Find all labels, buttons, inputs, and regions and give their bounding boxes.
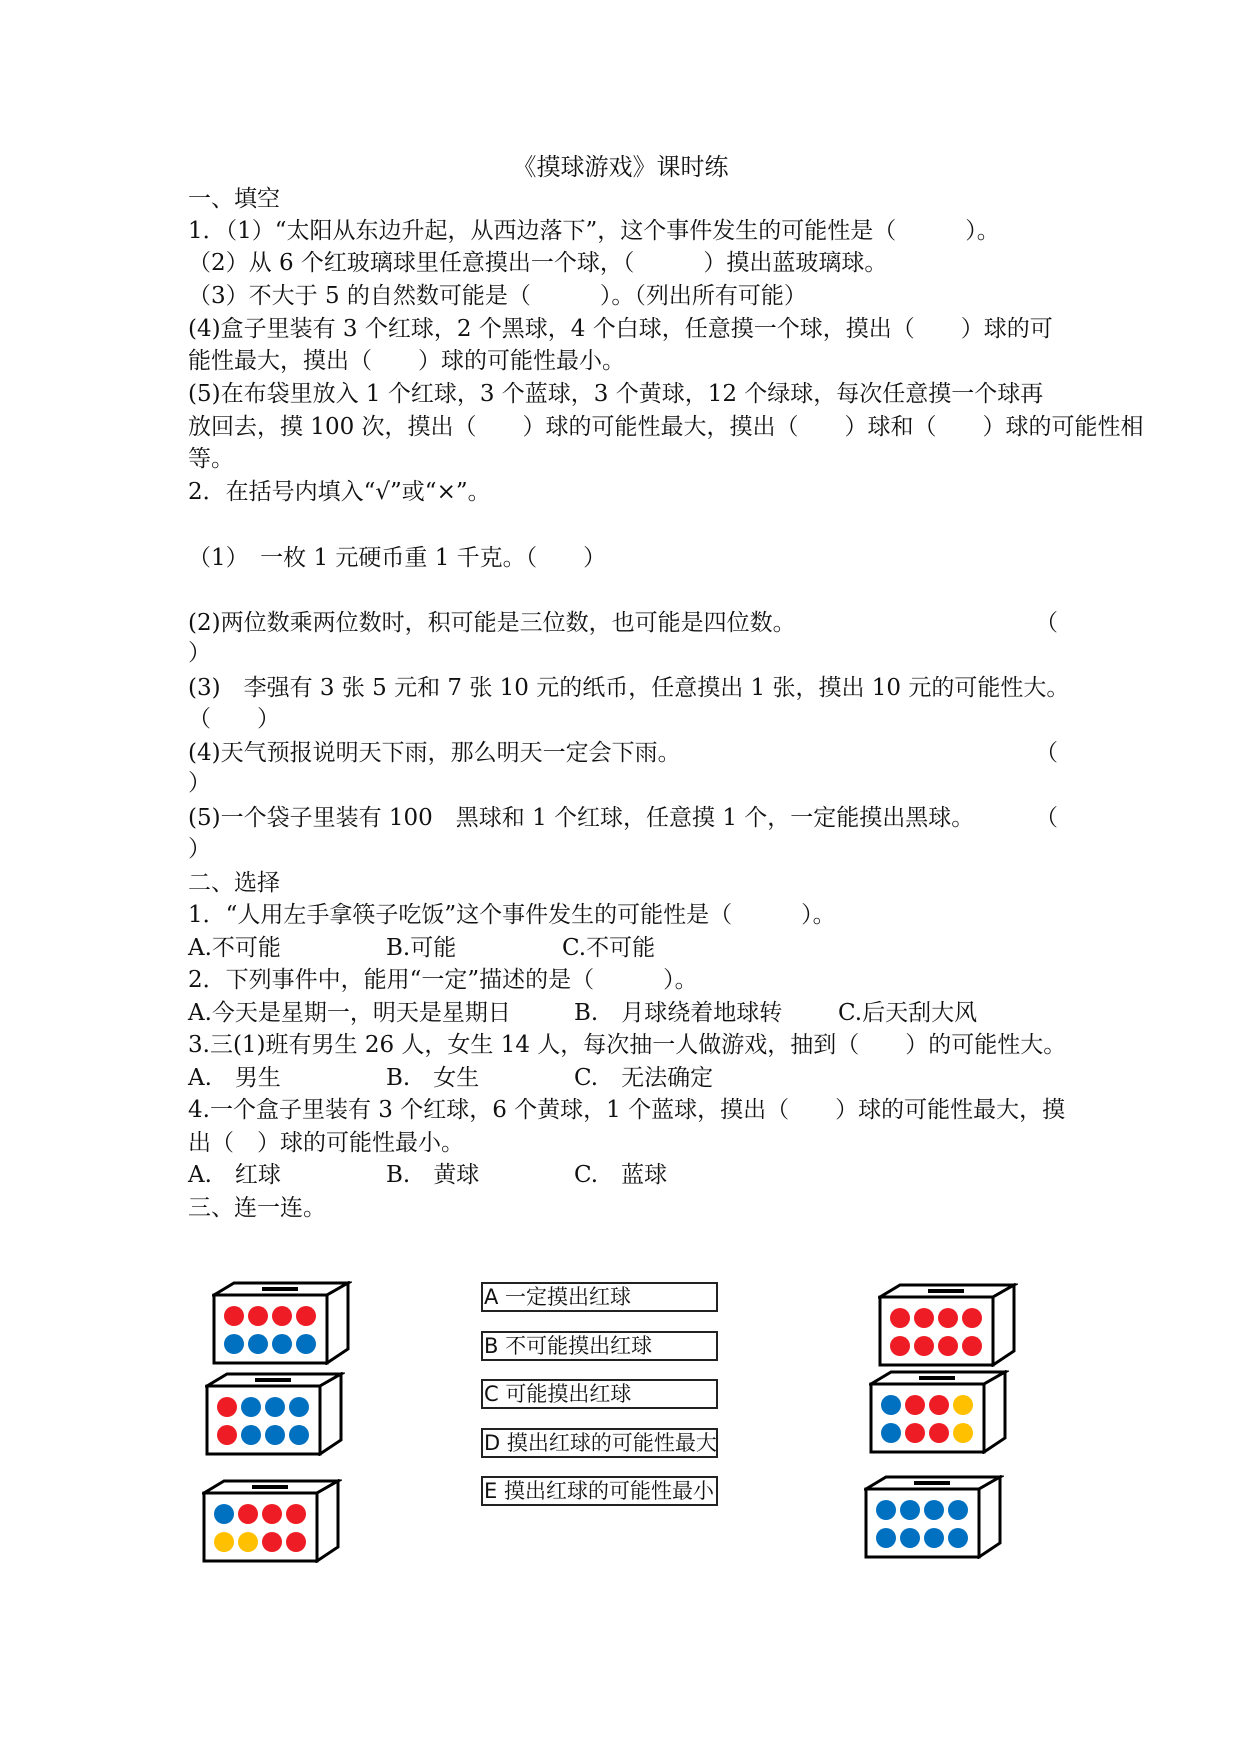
ball-blue xyxy=(881,1423,901,1443)
match-label-d: D 摸出红球的可能性最大 xyxy=(481,1428,718,1458)
fill-q1-1: 1．（1）“太阳从东边升起，从西边落下”，这个事件发生的可能性是（ ）。 xyxy=(188,218,1000,244)
choice-q2-option-c: C.后天刮大风 xyxy=(838,1000,978,1026)
judge-q3-paren: （ ） xyxy=(188,706,280,732)
ball-red xyxy=(248,1306,268,1326)
fill-q1-2: （2）从 6 个红玻璃球里任意摸出一个球，（ ）摸出蓝玻璃球。 xyxy=(188,250,888,276)
judge-q5-close-paren: ） xyxy=(188,836,211,862)
ball-red xyxy=(929,1395,949,1415)
box-slot xyxy=(255,1378,291,1382)
ball-red xyxy=(938,1308,958,1328)
judge-q5-open-paren: （ xyxy=(1035,805,1058,831)
ball-blue xyxy=(876,1528,896,1548)
ball-red xyxy=(905,1395,925,1415)
match-label-a: A 一定摸出红球 xyxy=(481,1282,718,1312)
fill-q1-5-line1: (5)在布袋里放入 1 个红球，3 个蓝球，3 个黄球，12 个绿球，每次任意摸一个球再 xyxy=(188,381,1044,407)
judge-q5: (5)一个袋子里装有 100 黑球和 1 个红球，任意摸 1 个，一定能摸出黑球。 xyxy=(188,805,975,831)
match-label-b: B 不可能摸出红球 xyxy=(481,1331,718,1361)
ball-red xyxy=(938,1336,958,1356)
ball-blue xyxy=(289,1397,309,1417)
ball-red xyxy=(272,1306,292,1326)
ball-blue xyxy=(265,1397,285,1417)
ball-blue xyxy=(948,1528,968,1548)
ball-blue xyxy=(272,1334,292,1354)
ball-blue xyxy=(900,1528,920,1548)
match-label-e: E 摸出红球的可能性最小 xyxy=(481,1476,718,1506)
ball-red xyxy=(217,1397,237,1417)
ball-blue xyxy=(214,1504,234,1524)
choice-q4-option-b: B. 黄球 xyxy=(386,1162,480,1188)
choice-q1: 1．“人用左手拿筷子吃饭”这个事件发生的可能性是（ ）。 xyxy=(188,902,836,928)
ball-red xyxy=(914,1308,934,1328)
choice-q2: 2．下列事件中，能用“一定”描述的是（ ）。 xyxy=(188,967,698,993)
choice-q4-line1: 4.一个盒子里装有 3 个红球，6 个黄球，1 个蓝球，摸出（ ）球的可能性最大，摸 xyxy=(188,1097,1066,1123)
fill-q1-4-line1: (4)盒子里装有 3 个红球，2 个黑球，4 个白球，任意摸一个球，摸出（ ）球的可 xyxy=(188,316,1053,342)
judge-q2-open-paren: （ xyxy=(1035,610,1058,636)
choice-q3: 3.三(1)班有男生 26 人，女生 14 人，每次抽一人做游戏，抽到（ ）的可能性大。 xyxy=(188,1032,1067,1058)
ball-box-right-1 xyxy=(878,1283,1018,1367)
ball-red xyxy=(962,1336,982,1356)
box-slot xyxy=(919,1376,955,1380)
box-slot xyxy=(252,1485,288,1489)
ball-blue xyxy=(900,1500,920,1520)
fill-q2: 2．在括号内填入“√”或“×”。 xyxy=(188,479,491,505)
ball-red xyxy=(262,1532,282,1552)
ball-blue xyxy=(948,1500,968,1520)
choice-q2-option-b: B. 月球绕着地球转 xyxy=(574,1000,783,1026)
ball-red xyxy=(286,1532,306,1552)
ball-blue xyxy=(296,1334,316,1354)
choice-q4-option-a: A. 红球 xyxy=(188,1162,281,1188)
ball-box-right-2 xyxy=(869,1370,1009,1454)
box-side xyxy=(327,1283,348,1363)
choice-q3-option-b: B. 女生 xyxy=(386,1065,480,1091)
ball-red xyxy=(262,1504,282,1524)
judge-q4: (4)天气预报说明天下雨，那么明天一定会下雨。 xyxy=(188,740,681,766)
box-slot xyxy=(914,1481,950,1485)
ball-blue xyxy=(265,1425,285,1445)
ball-blue xyxy=(924,1500,944,1520)
ball-yellow xyxy=(953,1423,973,1443)
ball-red xyxy=(296,1306,316,1326)
ball-red xyxy=(914,1336,934,1356)
box-side xyxy=(993,1285,1014,1365)
ball-blue xyxy=(876,1500,896,1520)
ball-red xyxy=(286,1504,306,1524)
box-slot xyxy=(928,1289,964,1293)
ball-red xyxy=(224,1306,244,1326)
choice-q3-option-a: A. 男生 xyxy=(188,1065,281,1091)
choice-q2-option-a: A.今天是星期一，明天是星期日 xyxy=(188,1000,511,1026)
ball-yellow xyxy=(953,1395,973,1415)
ball-blue xyxy=(289,1425,309,1445)
section-match-heading: 三、连一连。 xyxy=(188,1195,326,1221)
page-title: 《摸球游戏》课时练 xyxy=(512,153,729,181)
ball-blue xyxy=(248,1334,268,1354)
judge-q3: (3) 李强有 3 张 5 元和 7 张 10 元的纸币，任意摸出 1 张，摸出 10 元的可能性大。 xyxy=(188,675,1070,701)
box-slot xyxy=(262,1287,298,1291)
ball-box-left-1 xyxy=(212,1281,352,1365)
choice-q1-option-b: B.可能 xyxy=(386,935,457,961)
ball-red xyxy=(929,1423,949,1443)
ball-red xyxy=(890,1336,910,1356)
fill-q1-5-line3: 等。 xyxy=(188,446,234,472)
ball-box-left-3 xyxy=(202,1479,342,1563)
ball-blue xyxy=(881,1395,901,1415)
fill-q1-4-line2: 能性最大，摸出（ ）球的可能性最小。 xyxy=(188,348,625,374)
section-choice-heading: 二、选择 xyxy=(188,870,280,896)
match-label-c: C 可能摸出红球 xyxy=(481,1379,718,1409)
judge-q4-open-paren: （ xyxy=(1035,740,1058,766)
section-fill-heading: 一、填空 xyxy=(188,186,280,212)
fill-q1-5-line2: 放回去，摸 100 次，摸出（ ）球的可能性最大，摸出（ ）球和（ ）球的可能性相 xyxy=(188,414,1144,440)
ball-red xyxy=(905,1423,925,1443)
ball-red xyxy=(890,1308,910,1328)
box-side xyxy=(320,1374,341,1454)
ball-yellow xyxy=(214,1532,234,1552)
ball-blue xyxy=(241,1397,261,1417)
judge-q2-close-paren: ） xyxy=(188,640,211,666)
ball-red xyxy=(217,1425,237,1445)
ball-blue xyxy=(924,1528,944,1548)
ball-blue xyxy=(241,1425,261,1445)
ball-red xyxy=(238,1504,258,1524)
ball-yellow xyxy=(238,1532,258,1552)
box-side xyxy=(317,1481,338,1561)
judge-q4-close-paren: ） xyxy=(188,770,211,796)
choice-q1-option-a: A.不可能 xyxy=(188,935,281,961)
choice-q4-line2: 出（ ）球的可能性最小。 xyxy=(188,1130,464,1156)
ball-box-right-3 xyxy=(864,1475,1004,1559)
choice-q1-option-c: C.不可能 xyxy=(562,935,656,961)
choice-q4-option-c: C. 蓝球 xyxy=(574,1162,668,1188)
ball-box-left-2 xyxy=(205,1372,345,1456)
fill-q1-3: （3）不大于 5 的自然数可能是（ ）。（列出所有可能） xyxy=(188,283,807,309)
choice-q3-option-c: C. 无法确定 xyxy=(574,1065,714,1091)
box-side xyxy=(984,1372,1005,1452)
box-side xyxy=(979,1477,1000,1557)
judge-q2: (2)两位数乘两位数时，积可能是三位数，也可能是四位数。 xyxy=(188,610,796,636)
ball-red xyxy=(962,1308,982,1328)
judge-q1: （1） 一枚 1 元硬币重 1 千克。（ ） xyxy=(188,545,607,571)
ball-blue xyxy=(224,1334,244,1354)
